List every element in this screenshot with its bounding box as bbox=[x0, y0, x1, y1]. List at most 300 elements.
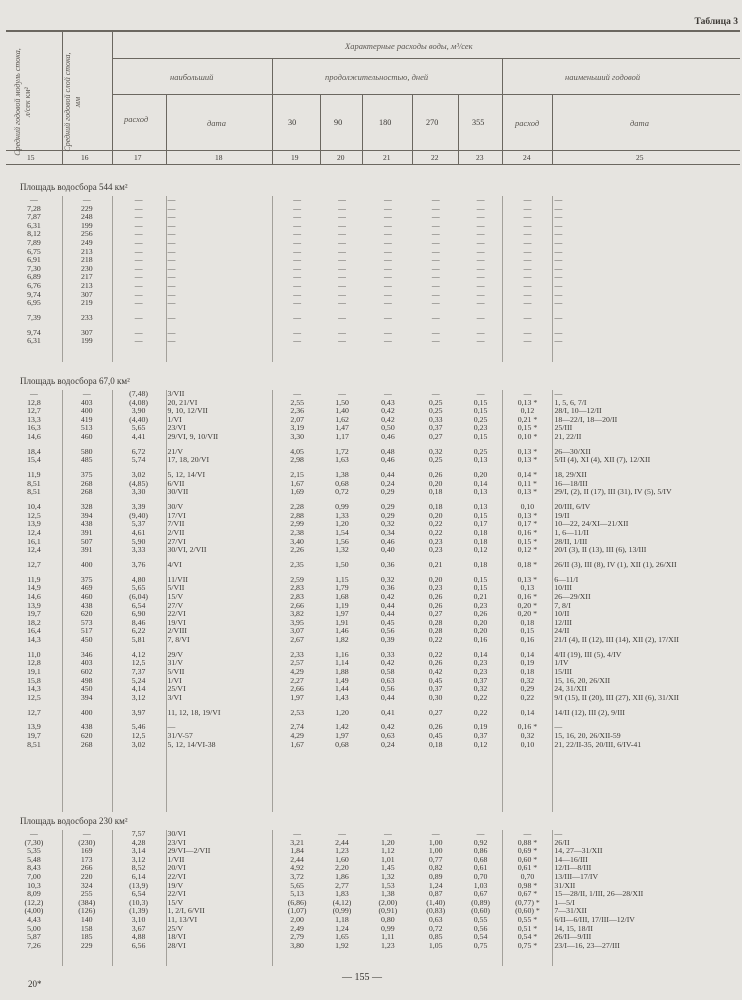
q90-cell: 1,17 bbox=[335, 432, 349, 441]
table-row bbox=[6, 546, 742, 555]
max-date-cell: 25/V bbox=[167, 924, 184, 933]
q90-cell: 1,50 bbox=[335, 398, 349, 407]
max-rate-cell: 5,74 bbox=[131, 456, 146, 465]
min-rate-cell: 0,14 * bbox=[517, 471, 538, 480]
max-rate-cell: 6,90 bbox=[131, 610, 146, 619]
q270-cell: 0,27 bbox=[428, 432, 443, 441]
q180-cell: 0,42 bbox=[381, 723, 395, 732]
max-date-cell: — bbox=[167, 299, 176, 308]
table-row bbox=[6, 329, 742, 338]
layer-cell: 419 bbox=[80, 415, 93, 424]
q180-cell: 0,41 bbox=[381, 708, 395, 717]
q355-cell: 0,14 bbox=[473, 650, 488, 659]
layer-cell: (384) bbox=[78, 898, 96, 907]
table-row bbox=[6, 488, 742, 497]
min-date-cell: 5/II (4), XI (4), XII (7), 12/XII bbox=[554, 456, 651, 465]
q30-cell: — bbox=[293, 230, 302, 239]
q180-cell: — bbox=[384, 390, 392, 398]
q30-cell: 4,29 bbox=[290, 667, 304, 676]
layer-cell: 507 bbox=[80, 537, 93, 546]
module-cell: 4,43 bbox=[27, 915, 41, 924]
q355-cell: 0,25 bbox=[473, 447, 488, 456]
min-date-cell: — bbox=[554, 247, 563, 256]
min-date-cell: 1, 6—11/II bbox=[554, 528, 589, 537]
q180-cell: 0,44 bbox=[380, 610, 395, 619]
min-rate-cell: — bbox=[523, 204, 532, 213]
min-rate-cell: 0,14 bbox=[520, 650, 535, 659]
min-date-cell: — bbox=[554, 213, 563, 222]
q180-cell: 0,29 bbox=[381, 503, 395, 512]
layer-cell: 229 bbox=[80, 941, 93, 950]
table-row bbox=[6, 610, 742, 619]
q355-cell: 0,55 bbox=[473, 915, 488, 924]
q355-cell: — bbox=[476, 196, 485, 204]
q270-cell: — bbox=[431, 204, 440, 213]
q180-cell: 0,58 bbox=[380, 667, 395, 676]
body-vline bbox=[166, 390, 167, 812]
min-date-cell: 23/I—16, 23—27/III bbox=[554, 941, 620, 950]
q90-cell: — bbox=[338, 273, 346, 282]
layer-cell: 620 bbox=[80, 610, 93, 619]
q270-cell: 0,27 bbox=[428, 708, 443, 717]
table-row bbox=[6, 584, 742, 593]
module-cell: 16,1 bbox=[27, 537, 41, 546]
min-date-cell: — bbox=[554, 221, 563, 230]
max-rate-cell: — bbox=[134, 264, 143, 273]
min-rate-cell: — bbox=[523, 221, 532, 230]
min-rate-cell: 0,20 * bbox=[517, 601, 538, 610]
module-cell: 11,9 bbox=[27, 575, 41, 584]
q30-cell: 3,82 bbox=[290, 610, 304, 619]
q180-cell: 0,46 bbox=[381, 456, 395, 465]
max-date-cell: 23/VI bbox=[167, 838, 186, 847]
q30-cell: (1,07) bbox=[287, 907, 307, 916]
q355-cell: (0,60) bbox=[471, 907, 490, 916]
section-title: Площадь водосбора 67,0 км² bbox=[20, 376, 130, 386]
min-rate-cell: — bbox=[523, 281, 532, 290]
q355-cell: 0,68 bbox=[473, 855, 488, 864]
q355-cell: 0,23 bbox=[473, 424, 488, 433]
q270-cell: — bbox=[431, 264, 440, 273]
q30-cell: 2,36 bbox=[290, 407, 304, 416]
module-cell: 12,5 bbox=[27, 693, 41, 702]
q30-cell: 3,72 bbox=[290, 872, 304, 881]
date-header-max: дата bbox=[207, 118, 227, 128]
module-cell: 7,26 bbox=[27, 941, 41, 950]
min-rate-cell: 0,55 * bbox=[517, 915, 538, 924]
q270-cell: 1,00 bbox=[428, 838, 443, 847]
max-rate-cell: 3,02 bbox=[131, 471, 146, 480]
q90-cell: — bbox=[338, 230, 346, 239]
max-date-cell: 22/VI bbox=[167, 610, 186, 619]
table-row bbox=[6, 230, 742, 239]
q355-cell: 0,18 bbox=[473, 537, 488, 546]
data-group bbox=[6, 723, 742, 749]
table-label: Таблица 3 bbox=[694, 17, 738, 27]
min-rate-cell: 0,15 * bbox=[517, 424, 538, 433]
section-title: Площадь водосбора 230 км² bbox=[20, 816, 128, 826]
table-row bbox=[6, 205, 742, 214]
rate-header-max: расход bbox=[124, 114, 149, 124]
min-date-cell: — bbox=[554, 264, 563, 273]
data-group bbox=[6, 196, 742, 308]
q355-cell: 0,23 bbox=[473, 659, 488, 668]
q30-cell: — bbox=[293, 337, 302, 346]
q270-cell: — bbox=[431, 281, 440, 290]
header-numbers-rule bbox=[6, 164, 740, 165]
max-rate-cell: — bbox=[134, 221, 143, 230]
max-rate-cell: (4,40) bbox=[129, 415, 148, 424]
q90-cell: — bbox=[338, 213, 346, 222]
max-rate-cell: 6,72 bbox=[131, 447, 146, 456]
layer-cell: 199 bbox=[80, 221, 93, 230]
min-rate-cell: — bbox=[523, 299, 532, 308]
max-rate-cell: — bbox=[134, 314, 143, 322]
max-rate-cell: 3,39 bbox=[131, 503, 146, 512]
q355-cell: 0,61 bbox=[473, 864, 488, 873]
layer-cell: 268 bbox=[80, 488, 93, 497]
table-row bbox=[6, 314, 742, 323]
q355-cell: — bbox=[476, 247, 485, 256]
q270-cell: — bbox=[431, 337, 440, 346]
layer-cell: 173 bbox=[80, 855, 93, 864]
q30-cell: 2,27 bbox=[290, 676, 304, 685]
layer-cell: 199 bbox=[80, 337, 93, 346]
q30-cell: (6,86) bbox=[287, 898, 307, 907]
module-cell: 18,2 bbox=[27, 618, 41, 627]
q355-cell: 0,15 bbox=[473, 407, 488, 416]
q90-cell: 1,20 bbox=[335, 520, 349, 529]
q90-cell: — bbox=[338, 264, 346, 273]
min-date-cell: — bbox=[554, 830, 563, 838]
q30-cell: — bbox=[293, 221, 302, 230]
module-cell: 8,12 bbox=[27, 230, 41, 239]
q30-cell: 2,38 bbox=[290, 528, 304, 537]
max-date-cell: 2/VII bbox=[167, 528, 185, 537]
module-cell: 6,31 bbox=[27, 221, 41, 230]
q90-cell: 1,68 bbox=[335, 592, 349, 601]
min-rate-cell: 0,32 bbox=[520, 676, 535, 685]
min-date-cell: 14, 15, 18/II bbox=[554, 924, 593, 933]
module-cell: — bbox=[30, 830, 38, 838]
q355-cell: — bbox=[476, 337, 485, 346]
max-date-cell: 20/VI bbox=[167, 864, 186, 873]
q180-cell: 0,44 bbox=[380, 601, 395, 610]
min-date-cell: — bbox=[554, 390, 563, 398]
q180-cell: (0,91) bbox=[378, 907, 398, 916]
q90-cell: — bbox=[338, 204, 346, 213]
min-date-cell: 24/II bbox=[554, 627, 570, 636]
min-rate-cell: (0,60) * bbox=[515, 907, 540, 916]
q30-cell: — bbox=[293, 830, 302, 838]
min-rate-cell: 0,98 * bbox=[517, 881, 538, 890]
max-date-cell: — bbox=[167, 196, 176, 204]
table-row bbox=[6, 299, 742, 308]
max-date-cell: — bbox=[167, 273, 176, 282]
max-rate-cell: (10,3) bbox=[129, 898, 148, 907]
data-group bbox=[6, 651, 742, 703]
layer-cell: 438 bbox=[80, 520, 93, 529]
q270-cell: 0,25 bbox=[428, 407, 443, 416]
table-row bbox=[6, 741, 742, 750]
min-rate-cell: 0,88 * bbox=[517, 838, 538, 847]
page-number: — 155 — bbox=[342, 972, 382, 983]
layer-cell: 602 bbox=[80, 667, 93, 676]
max-date-cell: — bbox=[167, 281, 176, 290]
min-date-cell: 26/II—9/III bbox=[554, 933, 592, 942]
max-rate-cell: 3,02 bbox=[131, 740, 146, 749]
table-row bbox=[6, 503, 742, 512]
q180-cell: 0,46 bbox=[381, 432, 395, 441]
max-date-cell: 28/VI bbox=[167, 941, 186, 950]
q180-cell: 0,56 bbox=[380, 627, 395, 636]
min-rate-cell: 0,13 * bbox=[517, 447, 538, 456]
max-date-cell: 11, 12, 18, 19/VI bbox=[167, 708, 221, 717]
min-rate-cell: — bbox=[523, 213, 532, 222]
q90-cell: 0,68 bbox=[335, 740, 349, 749]
module-cell: (7,30) bbox=[24, 838, 44, 847]
q90-cell: 1,88 bbox=[335, 667, 349, 676]
q30-cell: 2,83 bbox=[290, 592, 304, 601]
min-rate-cell: — bbox=[523, 247, 532, 256]
q270-cell: 0,77 bbox=[428, 855, 443, 864]
max-rate-cell: 5,37 bbox=[131, 520, 146, 529]
min-date-cell: — bbox=[554, 281, 563, 290]
q30-cell: 2,88 bbox=[290, 511, 304, 520]
min-date-cell: 1/IV bbox=[554, 659, 569, 668]
data-group bbox=[6, 314, 742, 323]
q180-cell: — bbox=[384, 204, 392, 213]
q90-cell: — bbox=[338, 290, 346, 299]
layer-cell: 394 bbox=[80, 693, 93, 702]
min-rate-cell: 0,69 * bbox=[517, 847, 538, 856]
q270-cell: 0,87 bbox=[428, 890, 443, 899]
q355-cell: 0,37 bbox=[473, 676, 488, 685]
module-cell: 9,74 bbox=[27, 328, 41, 337]
max-rate-cell: (6,04) bbox=[129, 592, 148, 601]
colnum: 19 bbox=[291, 153, 299, 162]
q355-cell: 0,13 bbox=[473, 488, 488, 497]
min-rate-cell: — bbox=[523, 390, 532, 398]
q30-cell: 2,07 bbox=[290, 415, 304, 424]
layer-cell: 249 bbox=[80, 238, 93, 247]
layer-cell: 403 bbox=[80, 659, 93, 668]
max-rate-cell: — bbox=[134, 273, 143, 282]
module-cell: 7,00 bbox=[27, 872, 41, 881]
min-date-cell: 14—16/III bbox=[554, 855, 588, 864]
min-rate-cell: 0,13 * bbox=[517, 511, 538, 520]
min-rate-cell: — bbox=[523, 830, 532, 838]
layer-cell: 438 bbox=[80, 723, 93, 732]
q270-cell: 0,18 bbox=[428, 488, 443, 497]
q90-cell: — bbox=[338, 281, 346, 290]
max-rate-cell: 4,12 bbox=[131, 650, 146, 659]
module-cell: 16,4 bbox=[27, 627, 41, 636]
min-rate-cell: 0,15 bbox=[520, 627, 535, 636]
min-rate-cell: 0,11 * bbox=[517, 479, 537, 488]
table-row bbox=[6, 222, 742, 231]
q30-cell: 2,35 bbox=[290, 561, 304, 569]
q30-cell: — bbox=[293, 299, 302, 308]
data-group bbox=[6, 576, 742, 645]
table-row bbox=[6, 538, 742, 547]
max-rate-cell: (4,85) bbox=[129, 479, 148, 488]
module-cell: 6,76 bbox=[27, 281, 41, 290]
min-date-cell: 4/II (19), III (5), 4/IV bbox=[554, 650, 622, 659]
min-rate-cell: 0,13 * bbox=[517, 488, 538, 497]
q30-cell: 2,74 bbox=[290, 723, 304, 732]
q180-cell: — bbox=[384, 256, 392, 265]
q355-cell: 0,15 bbox=[473, 575, 488, 584]
q90-cell: 1,38 bbox=[335, 471, 349, 480]
q355-cell: 0,22 bbox=[473, 708, 488, 717]
q90-cell: 0,72 bbox=[335, 488, 349, 497]
q30-cell: 4,05 bbox=[290, 447, 304, 456]
q180-cell: — bbox=[384, 238, 392, 247]
q90-cell: 1,44 bbox=[335, 685, 349, 694]
layer-cell: — bbox=[82, 830, 91, 838]
max-date-cell: — bbox=[167, 264, 176, 273]
max-date-cell: 20, 21/VI bbox=[167, 398, 198, 407]
max-rate-cell: 3,12 bbox=[131, 693, 146, 702]
q180-cell: 1,12 bbox=[381, 847, 395, 856]
max-rate-cell: 8,52 bbox=[131, 864, 146, 873]
q90-cell: 1,20 bbox=[335, 708, 349, 717]
max-rate-cell: 6,54 bbox=[131, 601, 146, 610]
min-date-cell: — bbox=[554, 196, 563, 204]
max-rate-cell: 6,54 bbox=[131, 890, 146, 899]
table-row bbox=[6, 273, 742, 282]
table-row bbox=[6, 529, 742, 538]
module-cell: 7,89 bbox=[27, 238, 41, 247]
q270-cell: — bbox=[431, 256, 440, 265]
q355-cell: 1,03 bbox=[473, 881, 488, 890]
table-row bbox=[6, 873, 742, 882]
q30-cell: — bbox=[293, 196, 302, 204]
layer-cell: 255 bbox=[80, 890, 93, 899]
colnum: 18 bbox=[215, 153, 223, 162]
q30-cell: 4,92 bbox=[290, 864, 304, 873]
q90-cell: 1,42 bbox=[335, 723, 349, 732]
q90-cell: — bbox=[338, 196, 346, 204]
max-date-cell: 3/VII bbox=[167, 390, 185, 398]
q180-cell: — bbox=[384, 273, 392, 282]
q180-cell: 0,44 bbox=[380, 471, 395, 480]
min-date-cell: 15—28/II, 1/III, 26—28/XII bbox=[554, 890, 644, 899]
q355-cell: — bbox=[476, 281, 485, 290]
q180-cell: 0,80 bbox=[381, 915, 395, 924]
q30-cell: 3,40 bbox=[290, 537, 304, 546]
q90-cell: 1,54 bbox=[335, 528, 349, 537]
module-cell: 10,4 bbox=[27, 503, 41, 512]
max-date-cell: 4/VI bbox=[167, 561, 182, 569]
q30-cell: 2,57 bbox=[290, 659, 304, 668]
duration-header: продолжительностью, дней bbox=[325, 72, 429, 82]
min-rate-cell: 0,18 * bbox=[517, 561, 538, 569]
vline bbox=[552, 94, 553, 164]
module-cell: 12,8 bbox=[27, 398, 41, 407]
module-cell: 14,6 bbox=[27, 592, 41, 601]
layer-cell: 403 bbox=[80, 398, 93, 407]
table-row bbox=[6, 942, 742, 951]
q180-cell: 0,40 bbox=[381, 546, 395, 555]
colnum: 15 bbox=[27, 153, 35, 162]
q30-cell: 5,65 bbox=[290, 881, 304, 890]
table-row bbox=[6, 424, 742, 433]
body-vline bbox=[112, 390, 113, 812]
q270-cell: 0,20 bbox=[428, 511, 443, 520]
q180-cell: 0,24 bbox=[381, 740, 395, 749]
body-vline bbox=[62, 196, 63, 362]
q180-cell: — bbox=[384, 196, 392, 204]
q270-cell: 0,42 bbox=[428, 667, 443, 676]
q355-cell: 0,16 bbox=[473, 635, 488, 644]
max-date-cell: 5/VII bbox=[167, 667, 185, 676]
q270-cell: 0,33 bbox=[428, 415, 443, 424]
module-cell: 6,31 bbox=[27, 337, 41, 346]
min-date-cell: 19/II bbox=[554, 511, 570, 520]
body-vline bbox=[502, 196, 503, 362]
q90-cell: 1,63 bbox=[335, 456, 349, 465]
max-date-cell: 3/VI bbox=[167, 693, 182, 702]
min-date-cell: — bbox=[554, 299, 563, 308]
min-rate-cell: 0,20 * bbox=[517, 610, 538, 619]
vline bbox=[412, 94, 413, 164]
max-date-cell: 17, 18, 20/VI bbox=[167, 456, 210, 465]
q90-cell: — bbox=[338, 238, 346, 247]
module-cell: 8,51 bbox=[27, 488, 41, 497]
q355-cell: 0,18 bbox=[473, 561, 488, 569]
q30-cell: — bbox=[293, 204, 302, 213]
module-cell: 7,39 bbox=[27, 314, 41, 322]
layer-cell: 218 bbox=[80, 256, 93, 265]
q270-cell: 0,23 bbox=[428, 584, 443, 593]
q30-cell: — bbox=[293, 247, 302, 256]
d355-header: 355 bbox=[472, 118, 485, 127]
max-date-cell: 15/V bbox=[167, 592, 184, 601]
q180-cell: 0,50 bbox=[381, 424, 395, 433]
body-vline bbox=[112, 830, 113, 966]
min-date-cell: 21/I (4), II (12), III (14), XII (2), 17/XII bbox=[554, 635, 679, 644]
table-row bbox=[6, 213, 742, 222]
q270-cell: 0,85 bbox=[428, 933, 443, 942]
max-date-cell: 7, 8/VI bbox=[167, 635, 190, 644]
q270-cell: (0,83) bbox=[426, 907, 446, 916]
q30-cell: 3,95 bbox=[290, 618, 304, 627]
q355-cell: 0,14 bbox=[473, 479, 488, 488]
max-date-cell: 22/VI bbox=[167, 890, 186, 899]
table-row bbox=[6, 196, 742, 205]
data-group bbox=[6, 561, 742, 570]
q30-cell: — bbox=[293, 281, 302, 290]
min-rate-cell: — bbox=[523, 290, 532, 299]
layer-cell: 220 bbox=[80, 872, 93, 881]
layer-cell: 498 bbox=[80, 676, 93, 685]
max-date-cell: 5/VII bbox=[167, 584, 185, 593]
table-row bbox=[6, 593, 742, 602]
min-rate-cell: — bbox=[523, 337, 532, 346]
max-rate-cell: 5,90 bbox=[131, 537, 146, 546]
module-cell: 13,3 bbox=[27, 415, 41, 424]
min-date-cell: — bbox=[554, 256, 563, 265]
q30-cell: 3,30 bbox=[290, 432, 304, 441]
min-date-cell: — bbox=[554, 290, 563, 299]
q30-cell: 2,83 bbox=[290, 584, 304, 593]
q355-cell: 0,20 bbox=[473, 627, 488, 636]
layer-cell: 140 bbox=[80, 915, 93, 924]
table-row bbox=[6, 512, 742, 521]
table-row bbox=[6, 390, 742, 399]
